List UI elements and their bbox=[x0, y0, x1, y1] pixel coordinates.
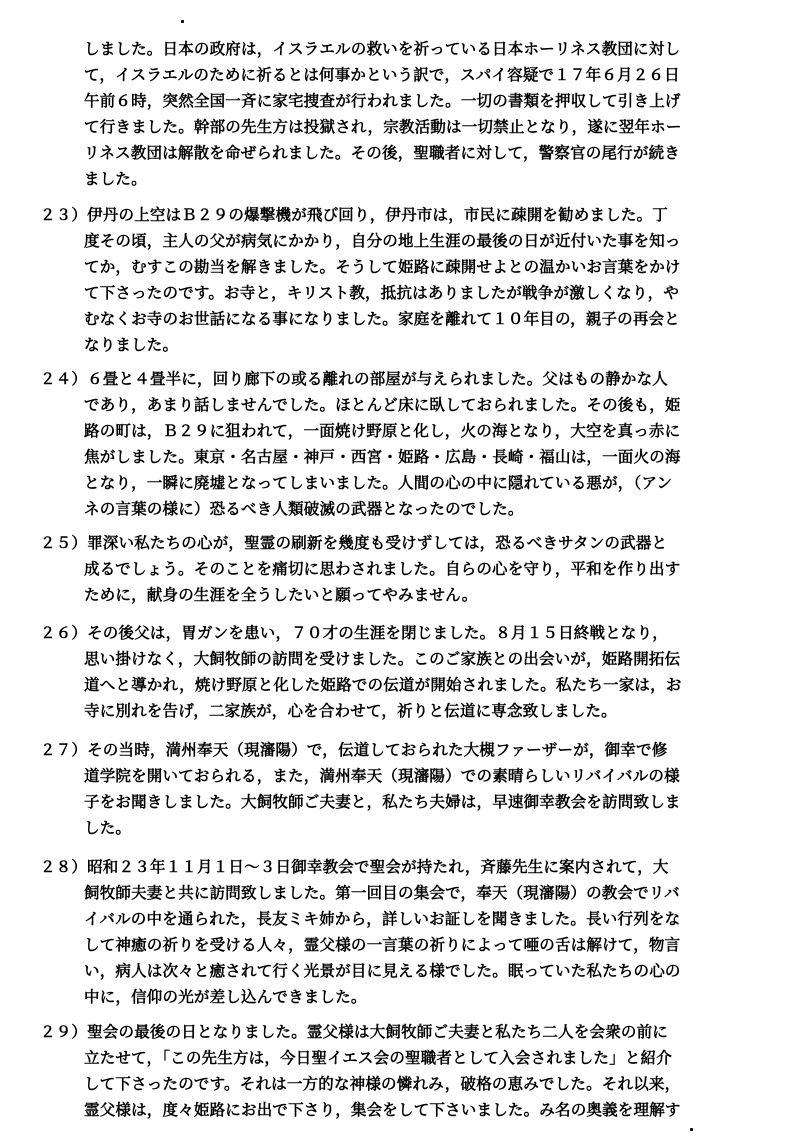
paragraph-number: ２５） bbox=[40, 534, 88, 552]
text-line: ました。 bbox=[84, 170, 147, 188]
paragraph-26 bbox=[40, 620, 780, 724]
paragraph-continuation bbox=[40, 36, 780, 192]
text-line: その当時，満州奉天（現瀋陽）で，伝道しておられた大槻ファーザーが，御幸で修 bbox=[87, 741, 668, 759]
text-line: ネの言葉の様に）恐るべき人類破滅の武器となったのでした。 bbox=[84, 500, 524, 518]
text-line: て，イスラエルのために祈るとは何事かという訳で，スパイ容疑で１７年６月２６日 bbox=[84, 66, 680, 84]
text-line: ６畳と４畳半に，回り廊下の或る離れの部屋が与えられました。父はもの静かな人 bbox=[87, 370, 669, 388]
paragraph-number: ２７） bbox=[40, 741, 88, 759]
text-line: イバルの中を通られた，長友ミキ姉から，詳しいお証しを聞きました。長い行列をな bbox=[84, 910, 681, 928]
text-line: して下さったのです。それは一方的な神様の憐れみ，破格の恵みでした。それ以来， bbox=[84, 1075, 681, 1093]
text-line: しました。日本の政府は，イスラエルの救いを祈っている日本ホーリネス教団に対し bbox=[84, 40, 681, 58]
text-line: であり，あまり話しませんでした。ほとんど床に臥しておられました。その後も，姫 bbox=[84, 396, 681, 414]
text-line: 中に，信仰の光が差し込んできました。 bbox=[84, 988, 367, 1006]
text-line: 立たせて，「この先生方は，今日聖イエス会の聖職者として入会されました」と紹介 bbox=[84, 1049, 672, 1067]
paragraph-number: ２４） bbox=[40, 370, 88, 388]
text-line: 寺に別れを告げ，二家族が，心を合わせて，祈りと伝道に専念致しました。 bbox=[84, 702, 617, 720]
text-line: となり，一瞬に廃墟となってしまいました。人間の心の中に隠れている悪が，（アン bbox=[84, 474, 673, 492]
paragraph-number: ２９） bbox=[40, 1023, 88, 1041]
text-line: てか，むすこの勘当を解きました。そうして姫路に疎開せよとの温かいお言葉をかけ bbox=[84, 258, 681, 276]
text-line: 度その頃，主人の父が病気にかかり，自分の地上生涯の最後の日が近付いた事を知っ bbox=[84, 232, 681, 250]
text-line: 飼牧師夫妻と共に訪問致しました。第一回目の集会で，奉天（現瀋陽）の教会でリバ bbox=[84, 884, 680, 902]
paragraph-23 bbox=[40, 202, 780, 358]
text-line: した。 bbox=[84, 819, 132, 837]
text-line: 道へと導かれ，焼け野原と化した姫路での伝道が開始されました。私たち一家は，お bbox=[84, 676, 682, 694]
text-line: 焦がしました。東京・名古屋・神戸・西宮・姫路・広島・長崎・福山は，一面火の海 bbox=[84, 448, 681, 466]
paragraph-number: ２３） bbox=[40, 206, 88, 224]
text-line: 成るでしょう。そのことを痛切に思わされました。自らの心を守り，平和を作り出す bbox=[84, 560, 681, 578]
paragraph-29 bbox=[40, 1019, 780, 1123]
text-line: 路の町は，Ｂ２９に狙われて，一面焼け野原と化し，火の海となり，大空を真っ赤に bbox=[84, 422, 681, 440]
text-line: リネス教団は解散を命ぜられました。その後，聖職者に対して，警察官の尾行が続き bbox=[84, 144, 680, 162]
text-line: い，病人は次々と癒されて行く光景が目に見える様でした。眠っていた私たちの心の bbox=[84, 962, 681, 980]
paragraph-27 bbox=[40, 737, 780, 841]
text-line: 罪深い私たちの心が，聖霊の刷新を幾度も受けずしては，恐るべきサタンの武器と bbox=[87, 534, 668, 552]
paragraph-24 bbox=[40, 366, 780, 522]
scan-speck bbox=[690, 1128, 693, 1131]
paragraph-number: ２６） bbox=[40, 624, 88, 642]
text-line: 伊丹の上空はＢ２９の爆撃機が飛び回り，伊丹市は，市民に疎開を勧めました。丁 bbox=[87, 206, 669, 224]
text-line: 午前６時，突然全国一斉に家宅捜査が行われました。一切の書類を押収して引き上げ bbox=[84, 92, 681, 110]
text-line: して神癒の祈りを受ける人々，霊父様の一言葉の祈りによって唖の舌は解けて，物言 bbox=[84, 936, 681, 954]
text-line: 道学院を開いておられる，また，満州奉天（現瀋陽）での素晴らしいリバイバルの様 bbox=[84, 767, 680, 785]
text-line: 子をお聞きしました。大飼牧師ご夫妻と，私たち夫婦は，早速御幸教会を訪問致しま bbox=[84, 793, 681, 811]
text-line: て下さったのです。お寺と，キリスト教，抵抗はありましたが戦争が激しくなり，や bbox=[84, 284, 680, 302]
text-line: ために，献身の生涯を全うしたいと願ってやみません。 bbox=[84, 586, 478, 604]
scan-speck bbox=[181, 20, 184, 23]
text-line: 思い掛けなく，大飼牧師の訪問を受けました。このご家族との出会いが，姫路開拓伝 bbox=[84, 650, 681, 668]
paragraph-25 bbox=[40, 530, 780, 608]
paragraph-number: ２８） bbox=[40, 858, 88, 876]
text-line: て行きました。幹部の先生方は投獄され，宗教活動は一切禁止となり，遂に翌年ホー bbox=[84, 118, 682, 136]
text-line: その後父は，胃ガンを患い，７０才の生涯を閉じました。８月１５日終戦となり， bbox=[87, 624, 669, 642]
text-line: 霊父様は，度々姫路にお出で下さり，集会をして下さいました。み名の奥義を理解す bbox=[84, 1101, 681, 1119]
text-line: 聖会の最後の日となりました。霊父様は大飼牧師ご夫妻と私たち二人を会衆の前に bbox=[87, 1023, 669, 1041]
text-line: なりました。 bbox=[84, 336, 179, 354]
paragraph-28 bbox=[40, 854, 780, 1010]
text-line: 昭和２３年１１月１日～３日御幸教会で聖会が持たれ，斉藤先生に案内されて，大 bbox=[87, 858, 669, 876]
text-line: むなくお寺のお世話になる事になりました。家庭を離れて１０年目の，親子の再会と bbox=[84, 310, 680, 328]
